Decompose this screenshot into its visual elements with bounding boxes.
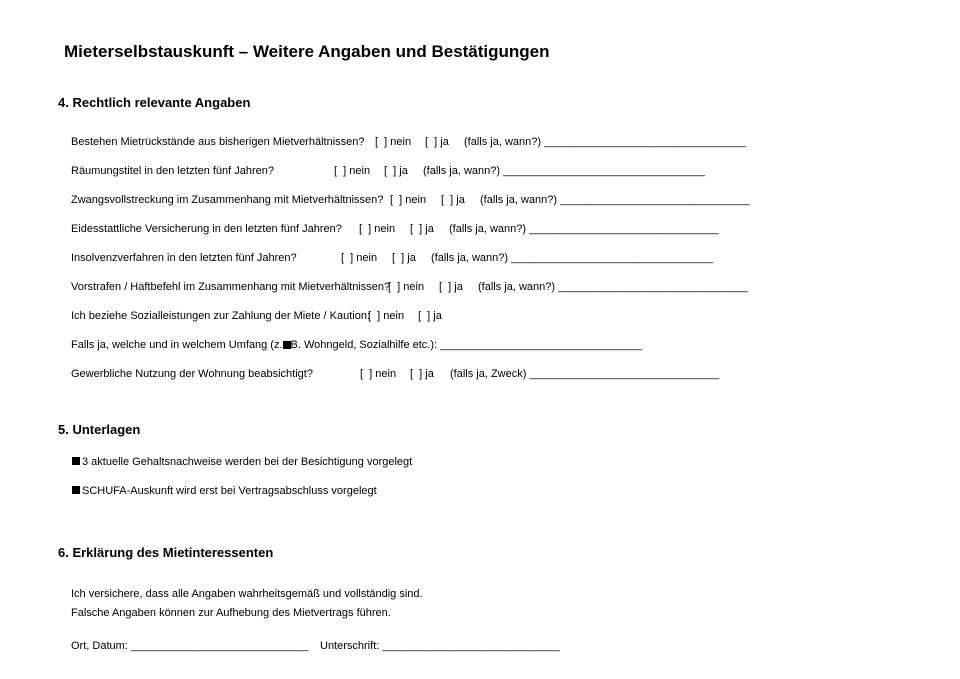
q3-when-field[interactable]: (falls ja, wann?) _______________________________ xyxy=(480,194,750,206)
q4-nein-checkbox[interactable]: [ ] nein xyxy=(359,223,396,235)
q8-label-end: B. Wohngeld, Sozialhilfe etc.): _________________________________ xyxy=(290,339,643,351)
list-item-text: 3 aktuelle Gehaltsnachweise werden bei der Besichtigung vorgelegt xyxy=(82,456,413,468)
q9-ja-checkbox[interactable]: [ ] ja xyxy=(410,368,434,380)
place-date-field[interactable]: Ort, Datum: _____________________________ xyxy=(71,640,309,652)
square-bullet-icon xyxy=(72,457,80,465)
list-item-text: SCHUFA-Auskunft wird erst bei Vertragsabschluss vorgelegt xyxy=(82,485,377,497)
q5-ja-checkbox[interactable]: [ ] ja xyxy=(392,252,416,264)
q3-ja-checkbox[interactable]: [ ] ja xyxy=(441,194,465,206)
q7-label: Ich beziehe Sozialleistungen zur Zahlung der Miete / Kaution: xyxy=(71,310,371,322)
q4-label: Eidesstattliche Versicherung in den letzten fünf Jahren? xyxy=(71,223,342,235)
section-6-heading: 6. Erklärung des Mietinteressenten xyxy=(58,545,274,560)
square-bullet-icon xyxy=(283,341,291,349)
signature-field[interactable]: Unterschrift: _____________________________ xyxy=(320,640,560,652)
declaration-line-1: Ich versichere, dass alle Angaben wahrheitsgemäß und vollständig sind. xyxy=(71,588,423,600)
list-item xyxy=(72,456,412,468)
q6-nein-checkbox[interactable]: [ ] nein xyxy=(388,281,425,293)
q9-nein-checkbox[interactable]: [ ] nein xyxy=(360,368,397,380)
q2-label: Räumungstitel in den letzten fünf Jahren? xyxy=(71,165,275,177)
q7-ja-checkbox[interactable]: [ ] ja xyxy=(418,310,442,322)
q1-nein-checkbox[interactable]: [ ] nein xyxy=(375,136,412,148)
q3-label: Zwangsvollstreckung im Zusammenhang mit Mietverhältnissen? xyxy=(71,194,384,206)
q4-when-field[interactable]: (falls ja, wann?) _______________________________ xyxy=(449,223,719,235)
q1-when-field[interactable]: (falls ja, wann?) _________________________________ xyxy=(464,136,746,148)
list-item xyxy=(72,485,377,497)
q9-purpose-field[interactable]: (falls ja, Zweck) _______________________________ xyxy=(450,368,720,380)
document-title: Mieterselbstauskunft – Weitere Angaben und Bestätigungen xyxy=(64,42,550,61)
q8-label-start: Falls ja, welche und in welchem Umfang (z. xyxy=(71,339,283,351)
q4-ja-checkbox[interactable]: [ ] ja xyxy=(410,223,434,235)
q5-nein-checkbox[interactable]: [ ] nein xyxy=(341,252,378,264)
section-5-heading: 5. Unterlagen xyxy=(58,422,141,437)
q3-nein-checkbox[interactable]: [ ] nein xyxy=(390,194,427,206)
q6-ja-checkbox[interactable]: [ ] ja xyxy=(439,281,463,293)
q9-label: Gewerbliche Nutzung der Wohnung beabsichtigt? xyxy=(71,368,313,380)
declaration-line-2: Falsche Angaben können zur Aufhebung des Mietvertrags führen. xyxy=(71,607,391,619)
square-bullet-icon xyxy=(72,486,80,494)
q6-when-field[interactable]: (falls ja, wann?) _______________________________ xyxy=(478,281,748,293)
q1-label: Bestehen Mietrückstände aus bisherigen Mietverhältnissen? xyxy=(71,136,365,148)
q6-label: Vorstrafen / Haftbefehl im Zusammenhang mit Mietverhältnissen? xyxy=(71,281,391,293)
section-4-heading: 4. Rechtlich relevante Angaben xyxy=(58,95,251,110)
q2-nein-checkbox[interactable]: [ ] nein xyxy=(334,165,371,177)
q2-when-field[interactable]: (falls ja, wann?) _________________________________ xyxy=(423,165,705,177)
q8-label[interactable] xyxy=(71,339,642,351)
q2-ja-checkbox[interactable]: [ ] ja xyxy=(384,165,408,177)
q5-label: Insolvenzverfahren in den letzten fünf Jahren? xyxy=(71,252,297,264)
q5-when-field[interactable]: (falls ja, wann?) _________________________________ xyxy=(431,252,713,264)
q7-nein-checkbox[interactable]: [ ] nein xyxy=(368,310,405,322)
q1-ja-checkbox[interactable]: [ ] ja xyxy=(425,136,449,148)
